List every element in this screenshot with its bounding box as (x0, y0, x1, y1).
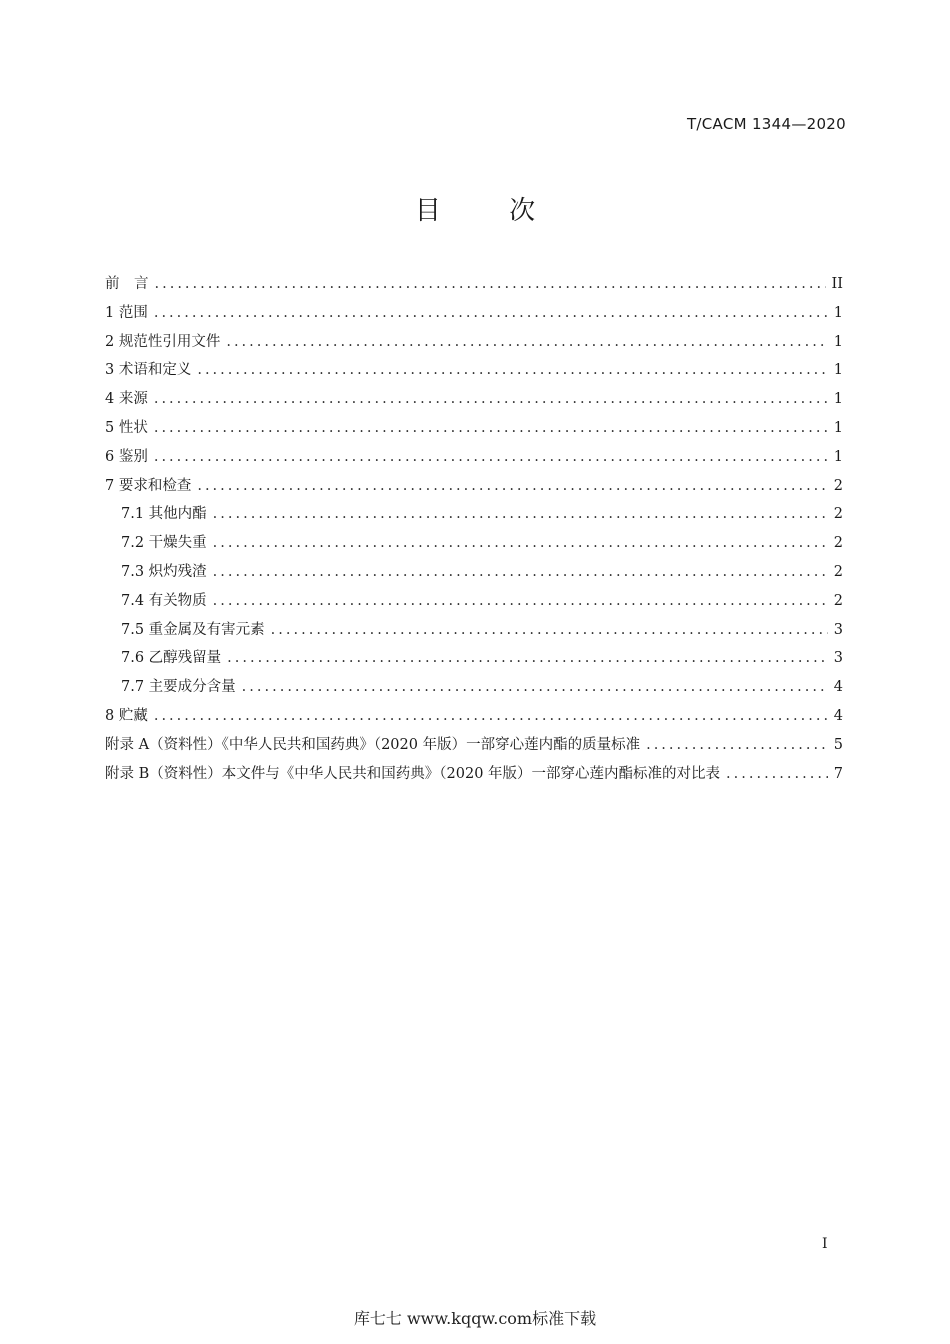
toc-leader-dots (646, 731, 828, 760)
toc-leader-dots (154, 299, 828, 328)
toc-entry-page: II (831, 276, 843, 292)
toc-entry-page: 1 (833, 391, 843, 408)
toc-entry-label: 7.4 有关物质 (121, 592, 207, 609)
toc-entry-page: 2 (833, 592, 843, 609)
toc-entry-page: 3 (833, 621, 843, 638)
toc-leader-dots (213, 558, 828, 587)
toc-entry-page: 4 (833, 679, 843, 696)
toc-entry[interactable] (105, 558, 843, 587)
toc-entry[interactable] (105, 731, 843, 760)
toc-leader-dots (154, 414, 828, 443)
toc-leader-dots (197, 356, 827, 385)
toc-entry-page: 4 (833, 707, 843, 724)
toc-leader-dots (226, 328, 827, 357)
toc-entry-label: 附录 A（资料性）《中华人民共和国药典》（2020 年版）一部穿心莲内酯的质量标准 (105, 736, 641, 753)
toc-leader-dots (213, 500, 828, 529)
toc-entry[interactable] (105, 472, 843, 501)
toc-entry[interactable] (105, 443, 843, 472)
toc-entry-page: 1 (833, 448, 843, 465)
toc-entry[interactable] (105, 702, 843, 731)
toc-entry-label: 4 来源 (105, 391, 148, 408)
toc-entry[interactable] (105, 529, 843, 558)
toc-leader-dots (197, 472, 827, 501)
toc-entry-label: 7 要求和检查 (105, 477, 192, 494)
standard-code: T/CACM 1344—2020 (686, 115, 846, 133)
toc-leader-dots (227, 644, 828, 673)
toc-entry[interactable] (105, 760, 843, 789)
toc-entry-label: 7.6 乙醇残留量 (121, 650, 222, 667)
toc-entry[interactable] (105, 414, 843, 443)
toc-entry-label: 前 言 (105, 276, 149, 292)
toc-entry-label: 2 规范性引用文件 (105, 333, 221, 350)
toc-entry[interactable] (105, 500, 843, 529)
toc-entry-label: 7.1 其他内酯 (121, 506, 207, 523)
toc-entry-label: 7.7 主要成分含量 (121, 679, 236, 696)
toc-leader-dots (154, 385, 828, 414)
toc-entry-label: 5 性状 (105, 419, 148, 436)
toc-entry-page: 5 (833, 736, 843, 753)
toc-entry-label: 3 术语和定义 (105, 362, 192, 379)
toc-entry-label: 7.3 炽灼残渣 (121, 563, 207, 580)
toc-entry-page: 1 (833, 333, 843, 350)
toc-leader-dots (726, 760, 828, 789)
toc-entry-label: 6 鉴别 (105, 448, 148, 465)
toc-entry-page: 1 (833, 419, 843, 436)
toc-entry-label: 7.2 干燥失重 (121, 535, 207, 552)
toc-entry[interactable] (105, 644, 843, 673)
toc-entry[interactable] (105, 587, 843, 616)
toc-leader-dots (154, 443, 828, 472)
toc-entry[interactable] (105, 673, 843, 702)
toc-entry[interactable] (105, 270, 843, 299)
toc-leader-dots (271, 616, 828, 645)
toc-entry[interactable] (105, 299, 843, 328)
toc-leader-dots (213, 587, 828, 616)
toc-entry-label: 8 贮藏 (105, 707, 148, 724)
table-of-contents (105, 270, 843, 788)
toc-entry-page: 2 (833, 477, 843, 494)
toc-leader-dots (154, 702, 828, 731)
toc-entry-page: 7 (833, 765, 843, 782)
toc-entry-page: 2 (833, 506, 843, 523)
page-title: 目 次 (414, 196, 566, 226)
toc-entry-label: 7.5 重金属及有害元素 (121, 621, 265, 638)
toc-entry[interactable] (105, 356, 843, 385)
page-number: I (822, 1236, 828, 1252)
toc-entry-page: 2 (833, 563, 843, 580)
toc-entry[interactable] (105, 328, 843, 357)
toc-entry[interactable] (105, 616, 843, 645)
toc-leader-dots (155, 270, 826, 299)
toc-entry-page: 1 (833, 362, 843, 379)
footer-watermark: 库七七 www.kqqw.com标准下载 (353, 1309, 597, 1328)
toc-leader-dots (213, 529, 828, 558)
toc-entry-page: 1 (833, 304, 843, 321)
toc-entry[interactable] (105, 385, 843, 414)
toc-entry-page: 2 (833, 535, 843, 552)
toc-entry-label: 附录 B（资料性）本文件与《中华人民共和国药典》（2020 年版）一部穿心莲内酯标准的对比表 (105, 765, 721, 782)
toc-leader-dots (242, 673, 828, 702)
toc-entry-label: 1 范围 (105, 304, 148, 321)
toc-entry-page: 3 (833, 650, 843, 667)
